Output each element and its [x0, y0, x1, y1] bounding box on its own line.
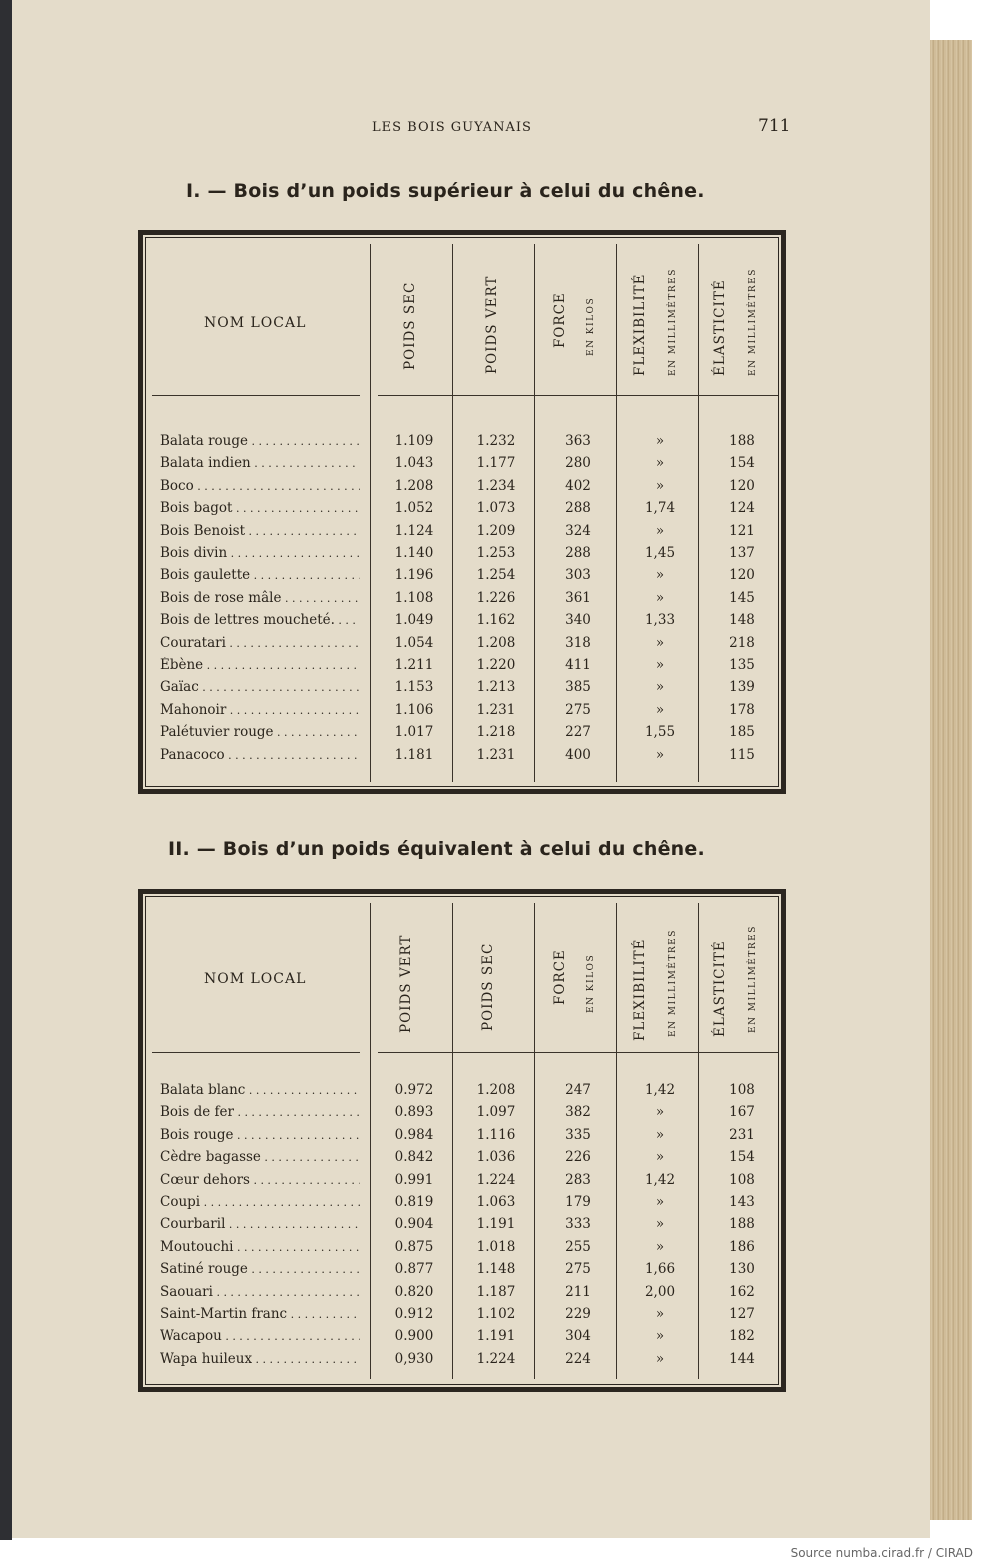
cell-c3: 318 [565, 634, 591, 651]
cell-c1: 0.819 [394, 1194, 434, 1210]
table-row [146, 612, 778, 634]
col-header-2: POIDS SEC [480, 942, 496, 1031]
cell-c4: » [655, 1104, 665, 1121]
cell-c4: » [655, 1306, 665, 1322]
cell-c4: » [655, 1194, 665, 1210]
cell-c4: » [655, 1350, 665, 1367]
cell-c5: 154 [729, 455, 755, 472]
cell-c2: 1.187 [476, 1283, 516, 1300]
table-row [146, 1239, 778, 1261]
table-row [146, 1306, 778, 1328]
source-credit: Source numba.cirad.fr / CIRAD [790, 1546, 973, 1560]
table-row [146, 635, 778, 657]
cell-c5: 218 [729, 634, 755, 651]
cell-c5: 120 [729, 477, 755, 494]
table-row [146, 1104, 778, 1126]
table1-title: I. — Bois d’un poids supérieur à celui du chêne. [186, 180, 705, 202]
cell-c2: 1.177 [476, 455, 516, 472]
cell-c2: 1.209 [476, 522, 516, 539]
table-row [146, 1149, 778, 1171]
cell-c1: 0.875 [394, 1238, 434, 1255]
col-header-name: NOM LOCAL [204, 315, 307, 331]
wood-name: Bois de rose mâle . . . [160, 590, 360, 606]
table-row [146, 747, 778, 769]
cell-c4: 1,74 [644, 500, 676, 517]
wood-name: Balata blanc . . . [160, 1082, 360, 1098]
cell-c2: 1.254 [476, 567, 516, 584]
cell-c3: 324 [565, 522, 591, 539]
cell-c1: 0.877 [394, 1261, 434, 1278]
cell-c3: 229 [565, 1306, 591, 1322]
table-row [146, 478, 778, 500]
cell-c1: 0.893 [394, 1104, 434, 1121]
wood-name: Moutouchi . . . [160, 1239, 360, 1255]
cell-c5: 135 [729, 657, 755, 673]
cell-c5: 167 [729, 1104, 755, 1121]
col-header-4-sub: EN MILLIMÈTRES [668, 929, 678, 1037]
cell-c4: 2,00 [644, 1283, 676, 1300]
cell-c1: 1.052 [394, 500, 434, 517]
cell-c2: 1.231 [476, 746, 516, 763]
cell-c3: 280 [565, 455, 591, 472]
col-header-1: POIDS VERT [398, 934, 414, 1033]
cell-c3: 247 [565, 1082, 591, 1098]
wood-name: Balata rouge . . . [160, 433, 360, 449]
cell-c2: 1.208 [476, 1082, 516, 1098]
cell-c5: 154 [729, 1149, 755, 1166]
wood-name: Palétuvier rouge . . . [160, 724, 360, 740]
cell-c5: 108 [729, 1082, 755, 1098]
cell-c2: 1.224 [476, 1350, 516, 1367]
cell-c5: 145 [729, 589, 755, 606]
col-header-5-sub: EN MILLIMÈTRES [748, 925, 758, 1033]
cell-c2: 1.224 [476, 1171, 516, 1188]
cell-c4: 1,45 [644, 545, 676, 561]
cell-c3: 179 [565, 1194, 591, 1210]
cell-c3: 400 [565, 746, 591, 763]
cell-c3: 382 [565, 1104, 591, 1121]
table1 [138, 230, 786, 794]
page-number: 711 [758, 116, 791, 136]
wood-name: Gaïac . . . [160, 679, 360, 695]
wood-name: Balata indien . . . [160, 455, 360, 471]
cell-c1: 0.820 [394, 1283, 434, 1300]
cell-c3: 226 [565, 1149, 591, 1166]
cell-c5: 231 [729, 1126, 755, 1143]
cell-c1: 1.109 [394, 433, 434, 449]
cell-c5: 143 [729, 1194, 755, 1210]
table2-title: II. — Bois d’un poids équivalent à celui du chêne. [168, 838, 705, 860]
col-header-5-sub: EN MILLIMÈTRES [748, 268, 758, 376]
wood-name: Bois gaulette . . . [160, 567, 360, 583]
cell-c1: 1.017 [394, 724, 434, 741]
cell-c4: » [655, 1216, 665, 1233]
cell-c5: 188 [729, 433, 755, 449]
running-title: LES BOIS GUYANAIS [372, 120, 532, 135]
cell-c5: 186 [729, 1238, 755, 1255]
wood-name: Satiné rouge . . . [160, 1261, 360, 1277]
cell-c4: » [655, 1126, 665, 1143]
wood-name: Bois de lettres moucheté. . . . [160, 612, 360, 628]
cell-c2: 1.234 [476, 477, 516, 494]
cell-c3: 333 [565, 1216, 591, 1233]
cell-c4: » [655, 433, 665, 449]
wood-name: Bois Benoist . . . [160, 523, 360, 539]
table-row [146, 679, 778, 701]
table-row [146, 545, 778, 567]
table-row [146, 567, 778, 589]
cell-c2: 1.231 [476, 701, 516, 718]
cell-c3: 303 [565, 567, 591, 584]
cell-c4: » [655, 567, 665, 584]
table-row [146, 1216, 778, 1238]
cell-c5: 185 [729, 724, 755, 741]
cell-c2: 1.148 [476, 1261, 516, 1278]
col-header-4: FLEXIBILITÉ [632, 273, 648, 376]
cell-c5: 127 [729, 1306, 755, 1322]
cell-c3: 275 [565, 701, 591, 718]
cell-c4: 1,42 [644, 1171, 676, 1188]
wood-name: Bois divin . . . [160, 545, 360, 561]
cell-c2: 1.253 [476, 545, 516, 561]
wood-name: Wacapou . . . [160, 1328, 360, 1344]
running-head [0, 116, 983, 142]
cell-c4: » [655, 634, 665, 651]
cell-c1: 0,930 [394, 1350, 434, 1367]
cell-c4: 1,55 [644, 724, 676, 741]
cell-c3: 402 [565, 477, 591, 494]
cell-c5: 188 [729, 1216, 755, 1233]
cell-c5: 137 [729, 545, 755, 561]
wood-name: Cèdre bagasse . . . [160, 1149, 360, 1165]
cell-c1: 0.991 [394, 1171, 434, 1188]
wood-name: Bois de fer . . . [160, 1104, 360, 1120]
cell-c2: 1.073 [476, 500, 516, 517]
cell-c2: 1.191 [476, 1328, 516, 1345]
cell-c4: 1,33 [644, 612, 676, 629]
table-row [146, 1328, 778, 1350]
cell-c2: 1.220 [476, 657, 516, 673]
wood-name: Boco . . . [160, 478, 360, 494]
cell-c1: 1.140 [394, 545, 434, 561]
cell-c1: 0.842 [394, 1149, 434, 1166]
col-header-5: ÉLASTICITÉ [712, 279, 728, 376]
cell-c2: 1.018 [476, 1238, 516, 1255]
cell-c3: 288 [565, 500, 591, 517]
cell-c4: 1,66 [644, 1261, 676, 1278]
cell-c2: 1.116 [476, 1126, 516, 1143]
col-header-3: FORCE [552, 292, 568, 348]
cell-c1: 1.208 [394, 477, 434, 494]
cell-c5: 162 [729, 1283, 755, 1300]
table-row [146, 433, 778, 455]
cell-c4: » [655, 455, 665, 472]
table2 [138, 889, 786, 1392]
table-row [146, 657, 778, 679]
cell-c4: » [655, 679, 665, 696]
cell-c1: 1.153 [394, 679, 434, 696]
wood-name: Bois bagot . . . [160, 500, 360, 516]
table-row [146, 1261, 778, 1283]
table-row [146, 1127, 778, 1149]
cell-c3: 283 [565, 1171, 591, 1188]
col-header-4-sub: EN MILLIMÈTRES [668, 268, 678, 376]
cell-c3: 411 [565, 657, 591, 673]
cell-c3: 255 [565, 1238, 591, 1255]
table-row [146, 500, 778, 522]
cell-c5: 120 [729, 567, 755, 584]
cell-c1: 1.211 [394, 657, 434, 673]
table-row [146, 1082, 778, 1104]
cell-c1: 1.124 [394, 522, 434, 539]
cell-c1: 1.043 [394, 455, 434, 472]
col-header-3-sub: EN KILOS [586, 953, 596, 1013]
table-row [146, 455, 778, 477]
book-binding [0, 0, 12, 1540]
cell-c2: 1.102 [476, 1306, 516, 1322]
cell-c1: 0.900 [394, 1328, 434, 1345]
cell-c4: » [655, 589, 665, 606]
col-header-5: ÉLASTICITÉ [712, 940, 728, 1037]
wood-name: Coupi . . . [160, 1194, 360, 1210]
wood-name: Saint-Martin franc . . . [160, 1306, 360, 1322]
wood-name: Ébène . . . [160, 657, 360, 673]
cell-c4: » [655, 1149, 665, 1166]
col-header-1: POIDS SEC [402, 281, 418, 370]
cell-c4: » [655, 477, 665, 494]
wood-name: Panacoco . . . [160, 747, 360, 763]
cell-c5: 121 [729, 522, 755, 539]
cell-c1: 0.904 [394, 1216, 434, 1233]
cell-c3: 288 [565, 545, 591, 561]
cell-c5: 182 [729, 1328, 755, 1345]
col-header-name: NOM LOCAL [204, 971, 307, 987]
col-header-3: FORCE [552, 949, 568, 1005]
cell-c1: 1.049 [394, 612, 434, 629]
cell-c2: 1.162 [476, 612, 516, 629]
cell-c5: 144 [729, 1350, 755, 1367]
cell-c4: » [655, 1328, 665, 1345]
wood-name: Bois rouge . . . [160, 1127, 360, 1143]
cell-c1: 1.106 [394, 701, 434, 718]
cell-c3: 211 [565, 1283, 591, 1300]
wood-name: Couratari . . . [160, 635, 360, 651]
cell-c2: 1.232 [476, 433, 516, 449]
cell-c3: 227 [565, 724, 591, 741]
cell-c3: 361 [565, 589, 591, 606]
cell-c2: 1.097 [476, 1104, 516, 1121]
cell-c1: 0.972 [394, 1082, 434, 1098]
table-row [146, 590, 778, 612]
cell-c4: » [655, 1238, 665, 1255]
cell-c1: 1.054 [394, 634, 434, 651]
cell-c2: 1.226 [476, 589, 516, 606]
cell-c3: 385 [565, 679, 591, 696]
table-row [146, 523, 778, 545]
cell-c5: 178 [729, 701, 755, 718]
cell-c2: 1.036 [476, 1149, 516, 1166]
col-header-2: POIDS VERT [484, 275, 500, 374]
cell-c3: 275 [565, 1261, 591, 1278]
col-header-4: FLEXIBILITÉ [632, 938, 648, 1041]
cell-c5: 139 [729, 679, 755, 696]
cell-c1: 1.181 [394, 746, 434, 763]
table-row [146, 1351, 778, 1373]
table-row [146, 1172, 778, 1194]
col-header-3-sub: EN KILOS [586, 296, 596, 356]
table-row [146, 1284, 778, 1306]
wood-name: Saouari . . . [160, 1284, 360, 1300]
cell-c1: 0.984 [394, 1126, 434, 1143]
cell-c4: » [655, 701, 665, 718]
cell-c1: 0.912 [394, 1306, 434, 1322]
cell-c1: 1.196 [394, 567, 434, 584]
cell-c4: 1,42 [644, 1082, 676, 1098]
cell-c1: 1.108 [394, 589, 434, 606]
cell-c2: 1.208 [476, 634, 516, 651]
cell-c5: 130 [729, 1261, 755, 1278]
cell-c5: 124 [729, 500, 755, 517]
page-edges [930, 40, 972, 1520]
cell-c3: 340 [565, 612, 591, 629]
cell-c4: » [655, 522, 665, 539]
table-row [146, 1194, 778, 1216]
table-row [146, 702, 778, 724]
cell-c3: 363 [565, 433, 591, 449]
cell-c3: 224 [565, 1350, 591, 1367]
wood-name: Mahonoir . . . [160, 702, 360, 718]
cell-c4: » [655, 746, 665, 763]
cell-c3: 304 [565, 1328, 591, 1345]
cell-c4: » [655, 657, 665, 673]
cell-c5: 115 [729, 746, 755, 763]
wood-name: Courbaril . . . [160, 1216, 360, 1232]
cell-c2: 1.213 [476, 679, 516, 696]
cell-c3: 335 [565, 1126, 591, 1143]
wood-name: Cœur dehors . . . [160, 1172, 360, 1188]
table-row [146, 724, 778, 746]
cell-c5: 108 [729, 1171, 755, 1188]
cell-c2: 1.218 [476, 724, 516, 741]
cell-c2: 1.063 [476, 1194, 516, 1210]
cell-c2: 1.191 [476, 1216, 516, 1233]
cell-c5: 148 [729, 612, 755, 629]
wood-name: Wapa huileux . . . [160, 1351, 360, 1367]
